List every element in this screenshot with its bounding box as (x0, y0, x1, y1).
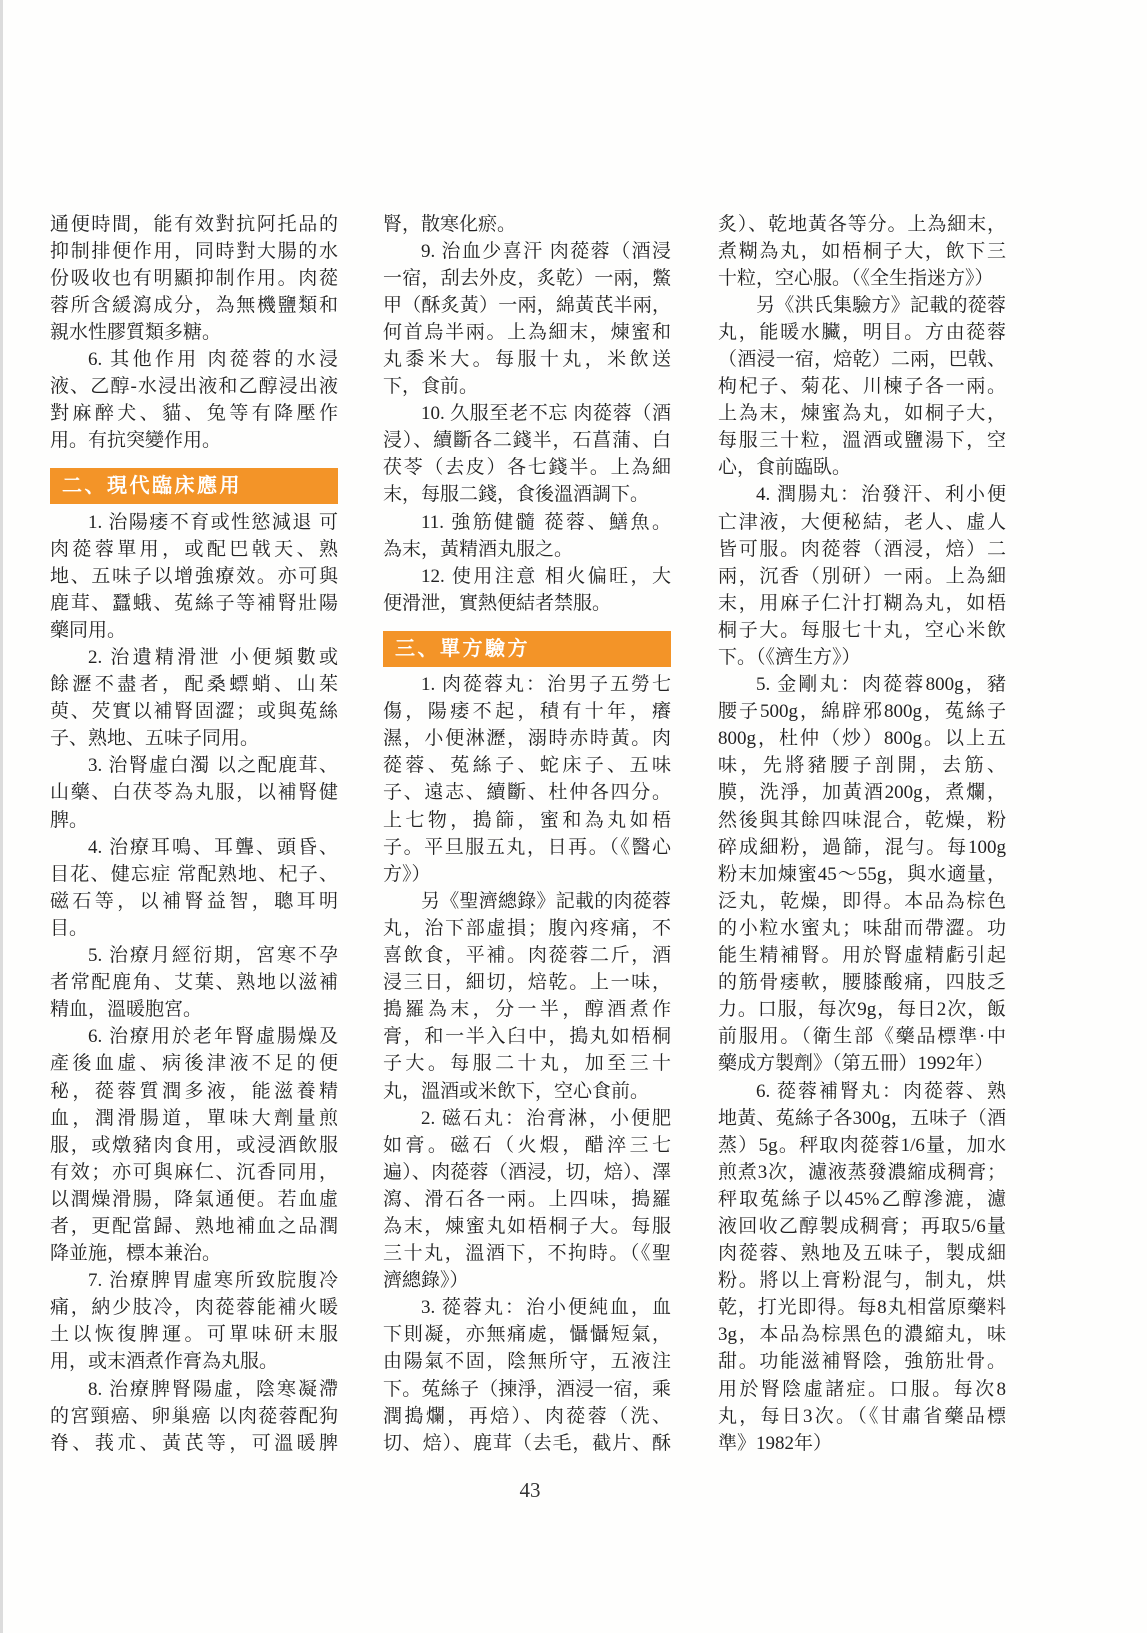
scan-edge (0, 0, 3, 1633)
text-line: 下。菟絲子（揀淨，酒浸一宿，乘 (383, 1378, 671, 1400)
paragraph (383, 671, 671, 888)
text-line: 下。（《濟生方》） (718, 647, 861, 668)
text-line: 藥同用。 (50, 619, 127, 641)
text-line: 對麻醉犬、貓、兔等有降壓作 (50, 403, 338, 425)
text-line: 血，潤滑腸道，單味大劑量煎 (50, 1107, 338, 1129)
text-line: 喜飲食，平補。肉蓯蓉二斤，酒 (383, 945, 671, 967)
paragraph (50, 1267, 338, 1375)
text-line: 以潤燥滑腸，降氣通便。若血虛 (50, 1188, 338, 1210)
text-line: 泛丸，乾燥，即得。本品為棕色 (718, 890, 1006, 912)
page-number: 43 (519, 1478, 541, 1502)
text-line: 通便時間，能有效對抗阿托品的 (50, 213, 338, 235)
paragraph (50, 1023, 338, 1267)
text-line: 的筋骨痿軟，腰膝酸痛，四肢乏 (718, 972, 1006, 994)
text-line: 心，食前臨臥。 (718, 457, 852, 479)
text-line: 3. 治腎虛白濁 以之配鹿茸、 (88, 755, 338, 777)
text-line: 丸，能暖水臟，明目。方由蓯蓉 (718, 321, 1006, 343)
text-line: 上七物，搗篩，蜜和為丸如梧 (383, 809, 671, 831)
text-column (50, 211, 338, 1457)
paragraph (718, 1078, 1006, 1457)
text-line: 脾。 (50, 809, 89, 831)
paragraph (50, 644, 338, 752)
text-line: 前服用。（衛生部《藥品標準·中 (718, 1026, 1006, 1048)
text-line: 何首烏半兩。上為細末，煉蜜和 (383, 321, 671, 343)
text-line: 丸，溫酒或米飲下，空心食前。 (383, 1080, 650, 1102)
paragraph (383, 211, 671, 238)
text-line: 目。 (50, 917, 89, 939)
text-column (718, 211, 1006, 1457)
text-line: 精血，溫暖胞宮。 (50, 999, 203, 1021)
text-line: 親水性膠質類多糖。 (50, 321, 222, 343)
text-line: 800g，杜仲（炒）800g。以上五 (718, 728, 1006, 750)
text-line: 末，用麻子仁汁打糊為丸，如梧 (718, 592, 1006, 614)
text-line: 為末，煉蜜丸如梧桐子大。每服 (383, 1215, 671, 1237)
text-line: 服，或燉豬肉食用，或浸酒飲服 (50, 1134, 338, 1156)
section-heading: 二、現代臨床應用 (50, 468, 338, 504)
text-line: 每服三十粒，溫酒或鹽湯下，空 (718, 430, 1006, 452)
paragraph (50, 1376, 338, 1457)
text-line: 丸黍米大。每服十丸，米飲送 (383, 348, 671, 370)
text-line: 6. 蓯蓉補腎丸：肉蓯蓉、熟 (756, 1080, 1006, 1102)
text-line: 餘瀝不盡者，配桑螵蛸、山茱 (50, 674, 338, 696)
text-line: 亡津液，大便秘結，老人、虛人 (718, 511, 1006, 533)
text-line: 另《洪氏集驗方》記載的蓯蓉 (756, 294, 1006, 316)
text-line: 2. 磁石丸：治膏淋，小便肥 (421, 1107, 671, 1129)
text-line: 遍）、肉蓯蓉（酒浸，切，焙）、澤 (383, 1161, 671, 1183)
text-line: 用，或末酒煮作膏為丸服。 (50, 1351, 279, 1373)
text-line: 乾，打光即得。每8丸相當原藥料 (718, 1297, 1006, 1319)
text-line: 脊、莪朮、黃芪等，可溫暖脾 (50, 1432, 338, 1454)
text-line: 能生精補腎。用於腎虛精虧引起 (718, 945, 1006, 967)
text-line: 子。平旦服五丸，日再。（《醫心 (383, 836, 671, 858)
text-line: 濟總錄》） (383, 1270, 469, 1292)
paragraph (718, 671, 1006, 1077)
text-line: 茯苓（去皮）各七錢半。上為細 (383, 457, 671, 479)
text-line: 如膏。磁石（火煆，醋淬三七 (383, 1134, 671, 1156)
text-line: 液回收乙醇製成稠膏；再取5/6量 (718, 1215, 1006, 1237)
text-line: 3g，本品為棕黑色的濃縮丸，味 (718, 1324, 1006, 1346)
text-line: 兩，沉香（別研）一兩。上為細 (718, 565, 1006, 587)
text-line: 5. 金剛丸：肉蓯蓉800g，豬 (756, 674, 1006, 696)
text-line: 丸，每日3次。（《甘肅省藥品標 (718, 1405, 1006, 1427)
text-line: 山藥、白茯苓為丸服，以補腎健 (50, 782, 338, 804)
text-line: 地、五味子以增強療效。亦可與 (50, 565, 338, 587)
text-column (383, 211, 671, 1457)
text-line: 煎煮3次，濾液蒸發濃縮成稠膏； (718, 1161, 1006, 1183)
text-line: 肉蓯蓉單用，或配巴戟天、熟 (50, 538, 338, 560)
text-line: 4. 潤腸丸：治發汗、利小便 (756, 484, 1006, 506)
text-line: 為末，黃精酒丸服之。 (383, 538, 574, 560)
text-line: 9. 治血少喜汗 肉蓯蓉（酒浸 (421, 240, 671, 262)
text-line: （酒浸一宿，焙乾）二兩，巴戟、 (718, 348, 1006, 370)
text-line: 11. 強筋健髓 蓯蓉、鱔魚。 (421, 511, 671, 533)
text-line: 丸，治下部虛損；腹內疼痛，不 (383, 917, 671, 939)
text-line: 2. 治遺精滑泄 小便頻數或 (88, 647, 338, 668)
text-line: 份吸收也有明顯抑制作用。肉蓯 (50, 267, 338, 289)
text-line: 8. 治療脾腎陽虛，陰寒凝滯 (88, 1378, 338, 1400)
text-line: 液、乙醇-水浸出液和乙醇浸出液 (50, 376, 338, 398)
text-line: 用。有抗突變作用。 (50, 430, 222, 452)
text-line: 藥成方製劑》（第五冊）1992年） (718, 1053, 994, 1075)
text-line: 切、焙）、鹿茸（去毛，截片、酥 (383, 1432, 671, 1454)
text-line: 搗羅為末，分一半，醇酒煮作 (383, 999, 671, 1021)
text-line: 濕，小便淋瀝，溺時赤時黃。肉 (383, 728, 671, 750)
text-line: 土以恢復脾運。可單味研末服 (50, 1324, 338, 1346)
text-line: 傷，陽痿不起，積有十年，癢 (383, 701, 671, 723)
paragraph (50, 834, 338, 942)
text-line: 秘，蓯蓉質潤多液，能滋養精 (50, 1080, 338, 1102)
text-line: 1. 肉蓯蓉丸：治男子五勞七 (421, 674, 671, 696)
text-line: 力。口服，每次9g，每日2次，飯 (718, 999, 1006, 1021)
text-line: 另《聖濟總錄》記載的肉蓯蓉 (421, 890, 671, 912)
text-line: 炙）、乾地黃各等分。上為細末， (718, 213, 1006, 235)
paragraph (383, 1105, 671, 1295)
text-line: 蓉所含緩瀉成分，為無機鹽類和 (50, 294, 338, 316)
paragraph (383, 400, 671, 508)
text-line: 蒸）5g。秤取肉蓯蓉1/6量，加水 (718, 1134, 1006, 1156)
text-line: 痛，納少肢冷，肉蓯蓉能補火暖 (50, 1297, 338, 1319)
text-line: 有效；亦可與麻仁、沉香同用， (50, 1161, 338, 1183)
text-line: 降並施，標本兼治。 (50, 1243, 222, 1265)
text-line: 浸）、續斷各二錢半，石菖蒲、白 (383, 430, 671, 452)
text-line: 者常配鹿角、艾葉、熟地以滋補 (50, 972, 338, 994)
text-line: 蓯蓉、菟絲子、蛇床子、五味 (383, 755, 671, 777)
text-line: 準》1982年） (718, 1432, 833, 1454)
text-line: 然後與其餘四味混合，乾燥，粉 (718, 809, 1006, 831)
text-line: 抑制排便作用，同時對大腸的水 (50, 240, 338, 262)
text-line: 7. 治療脾胃虛寒所致脘腹冷 (88, 1270, 338, 1292)
text-line: 地黃、菟絲子各300g，五味子（酒 (718, 1107, 1006, 1129)
text-line: 下，食前。 (383, 376, 479, 398)
text-line: 便滑泄，實熱便結者禁服。 (383, 592, 612, 614)
text-line: 1. 治陽痿不育或性慾減退 可 (88, 511, 338, 533)
text-line: 目花、健忘症 常配熟地、杞子、 (50, 863, 338, 885)
text-line: 磁石等，以補腎益智，聰耳明 (50, 890, 338, 912)
text-line: 瀉、滑石各一兩。上四味，搗羅 (383, 1188, 671, 1210)
text-line: 腰子500g，綿辟邪800g，菟絲子 (718, 701, 1006, 723)
paragraph (50, 942, 338, 1023)
paragraph (718, 211, 1006, 292)
text-line: 6. 治療用於老年腎虛腸燥及 (88, 1026, 338, 1048)
paragraph (383, 238, 671, 401)
text-line: 子、遠志、續斷、杜仲各四分。 (383, 782, 671, 804)
paragraph (383, 509, 671, 563)
text-line: 12. 使用注意 相火偏旺，大 (421, 565, 671, 587)
text-line: 10. 久服至老不忘 肉蓯蓉（酒 (421, 403, 671, 425)
text-line: 十粒，空心服。（《全生指迷方》） (718, 267, 994, 289)
text-line: 煮糊為丸，如梧桐子大，飲下三 (718, 240, 1006, 262)
text-line: 3. 蓯蓉丸：治小便純血，血 (421, 1297, 671, 1319)
text-line: 皆可服。肉蓯蓉（酒浸，焙）二 (718, 538, 1006, 560)
paragraph (50, 211, 338, 346)
text-line: 秤取菟絲子以45%乙醇滲漉，濾 (718, 1188, 1006, 1210)
text-line: 枸杞子、菊花、川楝子各一兩。 (718, 376, 1006, 398)
text-line: 上為末，煉蜜為丸，如桐子大， (718, 403, 1006, 425)
text-line: 膏，和一半入臼中，搗丸如梧桐 (383, 1026, 671, 1048)
text-line: 萸、芡實以補腎固澀；或與菟絲 (50, 701, 338, 723)
text-line: 用於腎陰虛諸症。口服。每次8 (718, 1378, 1006, 1400)
paragraph (50, 346, 338, 454)
text-line: 粉末加煉蜜45～55g，與水適量， (718, 863, 1006, 885)
text-line: 潤搗爛，再焙）、肉蓯蓉（洗、 (383, 1405, 671, 1427)
section-heading: 三、單方驗方 (383, 631, 671, 667)
text-line: 一宿，刮去外皮，炙乾）一兩，鱉 (383, 267, 671, 289)
paragraph (718, 292, 1006, 482)
text-line: 甲（酥炙黃）一兩，綿黃芪半兩， (383, 294, 671, 316)
text-line: 由陽氣不固，陰無所守，五液注 (383, 1351, 671, 1373)
text-line: 肉蓯蓉、熟地及五味子，製成細 (718, 1243, 1006, 1265)
text-line: 三十丸，溫酒下，不拘時。（《聖 (383, 1243, 671, 1265)
text-line: 的小粒水蜜丸；味甜而帶澀。功 (718, 917, 1006, 939)
text-line: 甜。功能滋補腎陰，強筋壯骨。 (718, 1351, 1006, 1373)
text-line: 4. 治療耳鳴、耳聾、頭昏、 (88, 836, 338, 858)
text-line: 鹿茸、蠶蛾、菟絲子等補腎壯陽 (50, 592, 338, 614)
text-line: 末，每服二錢，食後溫酒調下。 (383, 484, 650, 506)
paragraph (383, 563, 671, 617)
text-line: 腎，散寒化瘀。 (383, 213, 517, 235)
text-line: 者，更配當歸、熟地補血之品潤 (50, 1215, 338, 1237)
paragraph (718, 481, 1006, 671)
text-line: 碎成細粉，過篩，混勻。每100g (718, 836, 1006, 858)
text-line: 粉。將以上膏粉混勻，制丸，烘 (718, 1270, 1006, 1292)
text-line: 5. 治療月經衍期，宮寒不孕 (88, 945, 338, 967)
text-line: 桐子大。每服七十丸，空心米飲 (718, 619, 1006, 641)
text-line: 產後血虛、病後津液不足的便 (50, 1053, 338, 1075)
text-line: 子、熟地、五味子同用。 (50, 728, 260, 750)
text-line: 方》） (383, 863, 431, 885)
paragraph (50, 509, 338, 644)
paragraph (50, 752, 338, 833)
paragraph (383, 888, 671, 1105)
text-line: 浸三日，細切，焙乾。上一味， (383, 972, 671, 994)
paragraph (383, 1294, 671, 1457)
text-line: 的宮頸癌、卵巢癌 以肉蓯蓉配狗 (50, 1405, 338, 1427)
text-line: 味，先將豬腰子剖開，去筋、 (718, 755, 1006, 777)
text-line: 膜，洗淨，加黃酒200g，煮爛， (718, 782, 1006, 804)
text-line: 6. 其他作用 肉蓯蓉的水浸 (88, 348, 338, 370)
text-line: 下則凝，亦無痛處，懾懾短氣， (383, 1324, 671, 1346)
text-line: 子大。每服二十丸，加至三十 (383, 1053, 671, 1075)
